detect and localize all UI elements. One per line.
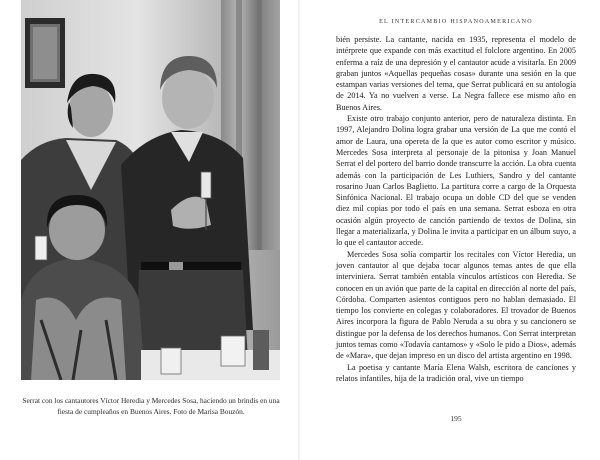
paragraph-1: bién persiste. La cantante, nacida en 1935, representa el modelo de intérprete que expande con más exactitud el folclore argentino. En 2005 enferma a raíz de una depresión y el cantautor acude a visitarla. En 2009 graban juntos «Aquellas pequeñas cosas» durante una sesión en la que estampan varias versiones del tema, que Serrat publicará en su antología de 2014. Ya no vuelven a verse. La Negra fallece ese mismo año en Buenos Aires.	[336, 35, 576, 112]
body-text	[336, 34, 576, 384]
photo-image	[21, 0, 280, 380]
paragraph-4: La poetisa y cantante María Elena Walsh, escritora de canciones y relatos infantiles, hija de la tradición oral, vive un tiempo	[336, 362, 576, 383]
photograph	[21, 0, 280, 380]
page-number: 195	[450, 414, 462, 423]
running-head: EL INTERCAMBIO HISPANOAMERICANO	[379, 19, 533, 25]
photo-caption: Serrat con los cantautores Víctor Heredia y Mercedes Sosa, haciendo un brindis en una fiesta de cumpleaños en Buenos Aires. Foto de Marisa Bouzón.	[22, 396, 280, 416]
paragraph-3: Mercedes Sosa solía compartir los recitales con Víctor Heredia, un joven cantautor al que dejaba tocar algunos temas antes de que ella interviniera. Serrat también entabla vínculos artísticos con Heredia. Se conocen en un avión que parte de la capital en dirección al norte del país, Córdoba. Comparten asientos contiguos pero no hablan demasiado. El tiempo los convierte en colegas y colaboradores. El trovador de Buenos Aires incorpora la figura de Pablo Neruda a su obra y su cancionero se distingue por la defensa de los derechos humanos. Con Serrat interpretan juntos temas como «Todavía cantamos» y «Solo le pido a Dios», además de «Mara», que dejan impreso en un disco del artista argentino en 1998.	[336, 249, 576, 361]
paragraph-2: Existe otro trabajo conjunto anterior, pero de naturaleza distinta. En 1997, Alejandro Dolina logra grabar una versión de La que me contó el amor de Laura, una opereta de la que es autor como escritor y músico. Mercedes Sosa interpreta al personaje de la pitonisa y Joan Manuel Serrat el del portero del barrio donde transcurre la acción. La obra cuenta además con la participación de Les Luthiers, Sandro y del cantante rosarino Juan Carlos Baglietto. La partitura corre a cargo de la Orquesta Sinfónica Nacional. El trabajo ocupa un doble CD del que se venden diez mil copias por todo el país en una semana. Serrat esboza en otra ocasión algún proyecto de canción partiendo de textos de Dolina, sin llegar a materializarla, y Dolina le invita a participar en un álbum suyo, a lo que el cantautor accede.	[336, 114, 576, 248]
